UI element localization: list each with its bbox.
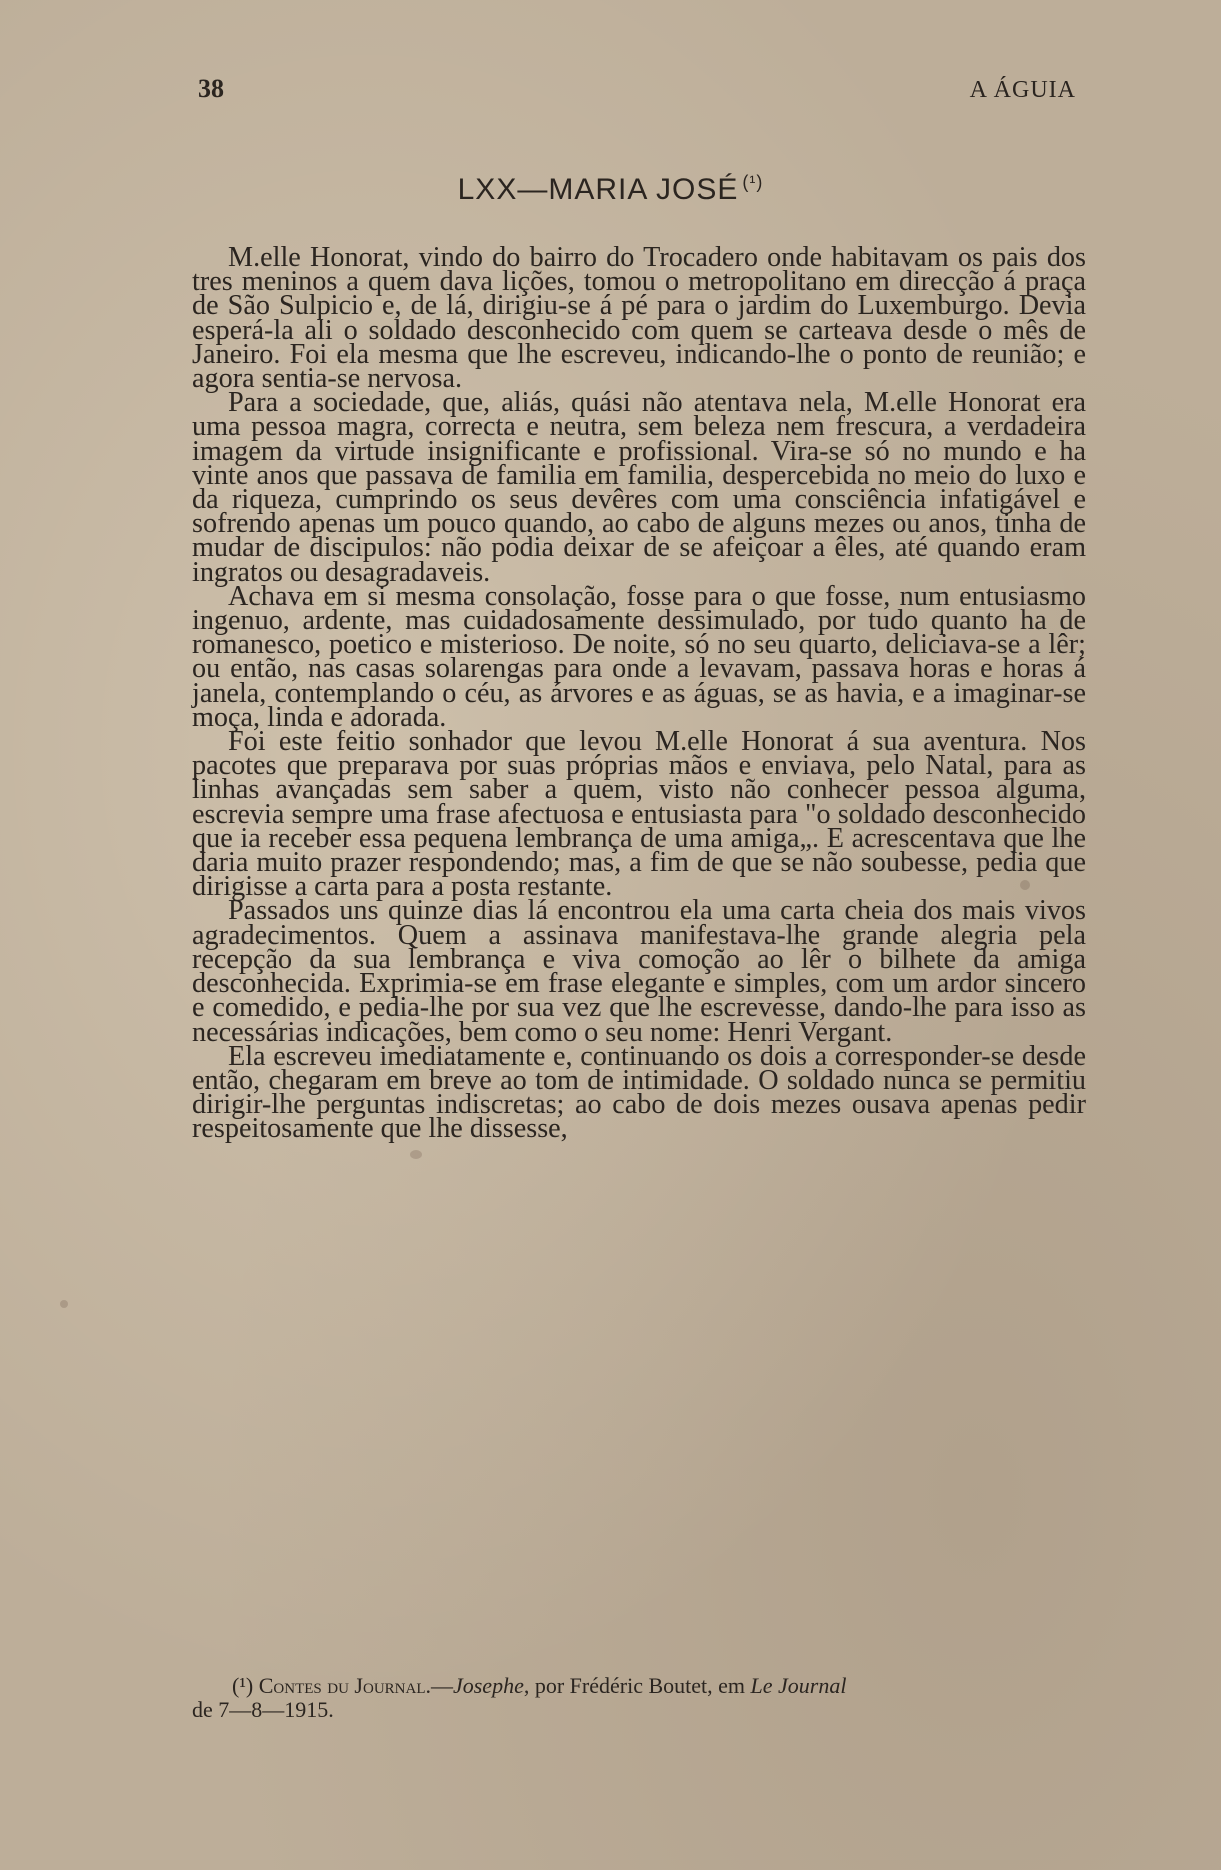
paragraph: Para a sociedade, que, aliás, quási não atentava nela, M.elle Honorat era uma pessoa magra, correcta e neutra, sem beleza nem frescura, a verdadeira imagem da virtude insignificante e profissional. Vira-se só no mundo e ha vinte anos que passava de familia em familia, despercebida no meio do luxo e da riqueza, cumprindo os seus devêres com uma consciência infatigável e sofrendo apenas um pouco quando, ao cabo de alguns mezes ou anos, tinha de mudar de discipulos: não podia deixar de se afeiçoar a êles, até quando eram ingratos ou desagradaveis. [192,387,1086,588]
chapter-title-text: LXX—MARIA JOSÉ [457,173,739,206]
page-header [198,74,1076,104]
footnote-source: Contes du Journal. [258,1673,431,1698]
footnote-journal: Le Journal [750,1673,847,1698]
footnote-work: Josephe [452,1673,524,1698]
running-head: A ÁGUIA [969,77,1076,103]
paper-stain [60,1300,68,1308]
footnote-rest: , por Frédéric Boutet, em [523,1673,751,1698]
paragraph: Achava em si mesma consolação, fosse para o que fosse, num entusiasmo ingenuo, ardente, mas cuidadosamente dessimulado, por tudo quanto ha de romanesco, poetico e misterioso. De noite, só no seu quarto, deliciava-se a lêr; ou então, nas casas solarengas para onde a levavam, passava horas e horas á janela, contemplando o céu, as árvores e as águas, se as havia, e a imaginar-se moça, linda e adorada. [192,580,1086,733]
footnote-date: de 7—8—1915. [192,1697,334,1722]
paper-stain [410,1150,422,1159]
paragraph: M.elle Honorat, vindo do bairro do Trocadero onde habitavam os pais dos tres meninos a quem dava lições, tomou o metropolitano em direcção á praça de São Sulpicio e, de lá, dirigiu-se á pé para o jardim do Luxemburgo. Devia esperá-la ali o soldado desconhecido com quem se carteava desde o mês de Janeiro. Foi ela mesma que lhe escreveu, indicando-lhe o ponto de reunião; e agora sentia-se nervosa. [192,242,1086,395]
footnote: (¹) Contes du Journal.—Josephe, por Frédéric Boutet, em Le Journal de 7—8—1915. [192,1673,847,1722]
paragraph: Foi este feitio sonhador que levou M.elle Honorat á sua aventura. Nos pacotes que preparava por suas próprias mãos e enviava, pelo Natal, para as linhas avançadas sem saber a quem, visto não conhecer pessoa alguma, escrevia sempre uma frase afectuosa e entusiasta para "o soldado desconhecido que ia receber essa pequena lembrança de uma amiga„. E acrescentava que lhe daria muito prazer respondendo; mas, a fim de que se não soubesse, pedia que dirigisse a carta para a posta restante. [192,726,1086,903]
footnote-marker: (¹) [232,1673,254,1698]
paragraph: Ela escreveu imediatamente e, continuando os dois a corresponder-se desde então, chegaram em breve ao tom de intimidade. O soldado nunca se permitiu dirigir-lhe perguntas indiscretas; ao cabo de dois mezes ousava apenas pedir respeitosamente que lhe dissesse, [192,1040,1086,1145]
body-text [192,242,1086,1145]
page-number: 38 [198,74,224,103]
paragraph: Passados uns quinze dias lá encontrou ela uma carta cheia dos mais vivos agradecimentos. Quem a assinava manifestava-lhe grande alegria pela recepção da sua lembrança e viva comoção ao lêr o bilhete da amiga desconhecida. Exprimia-se em frase elegante e simples, com um ardor sincero e comedido, e pedia-lhe por sua vez que lhe escrevesse, dando-lhe para isso as necessárias indicações, bem como o seu nome: Henri Vergant. [192,895,1086,1048]
chapter-title [0,172,1221,207]
footnote-reference: (¹) [742,172,764,192]
